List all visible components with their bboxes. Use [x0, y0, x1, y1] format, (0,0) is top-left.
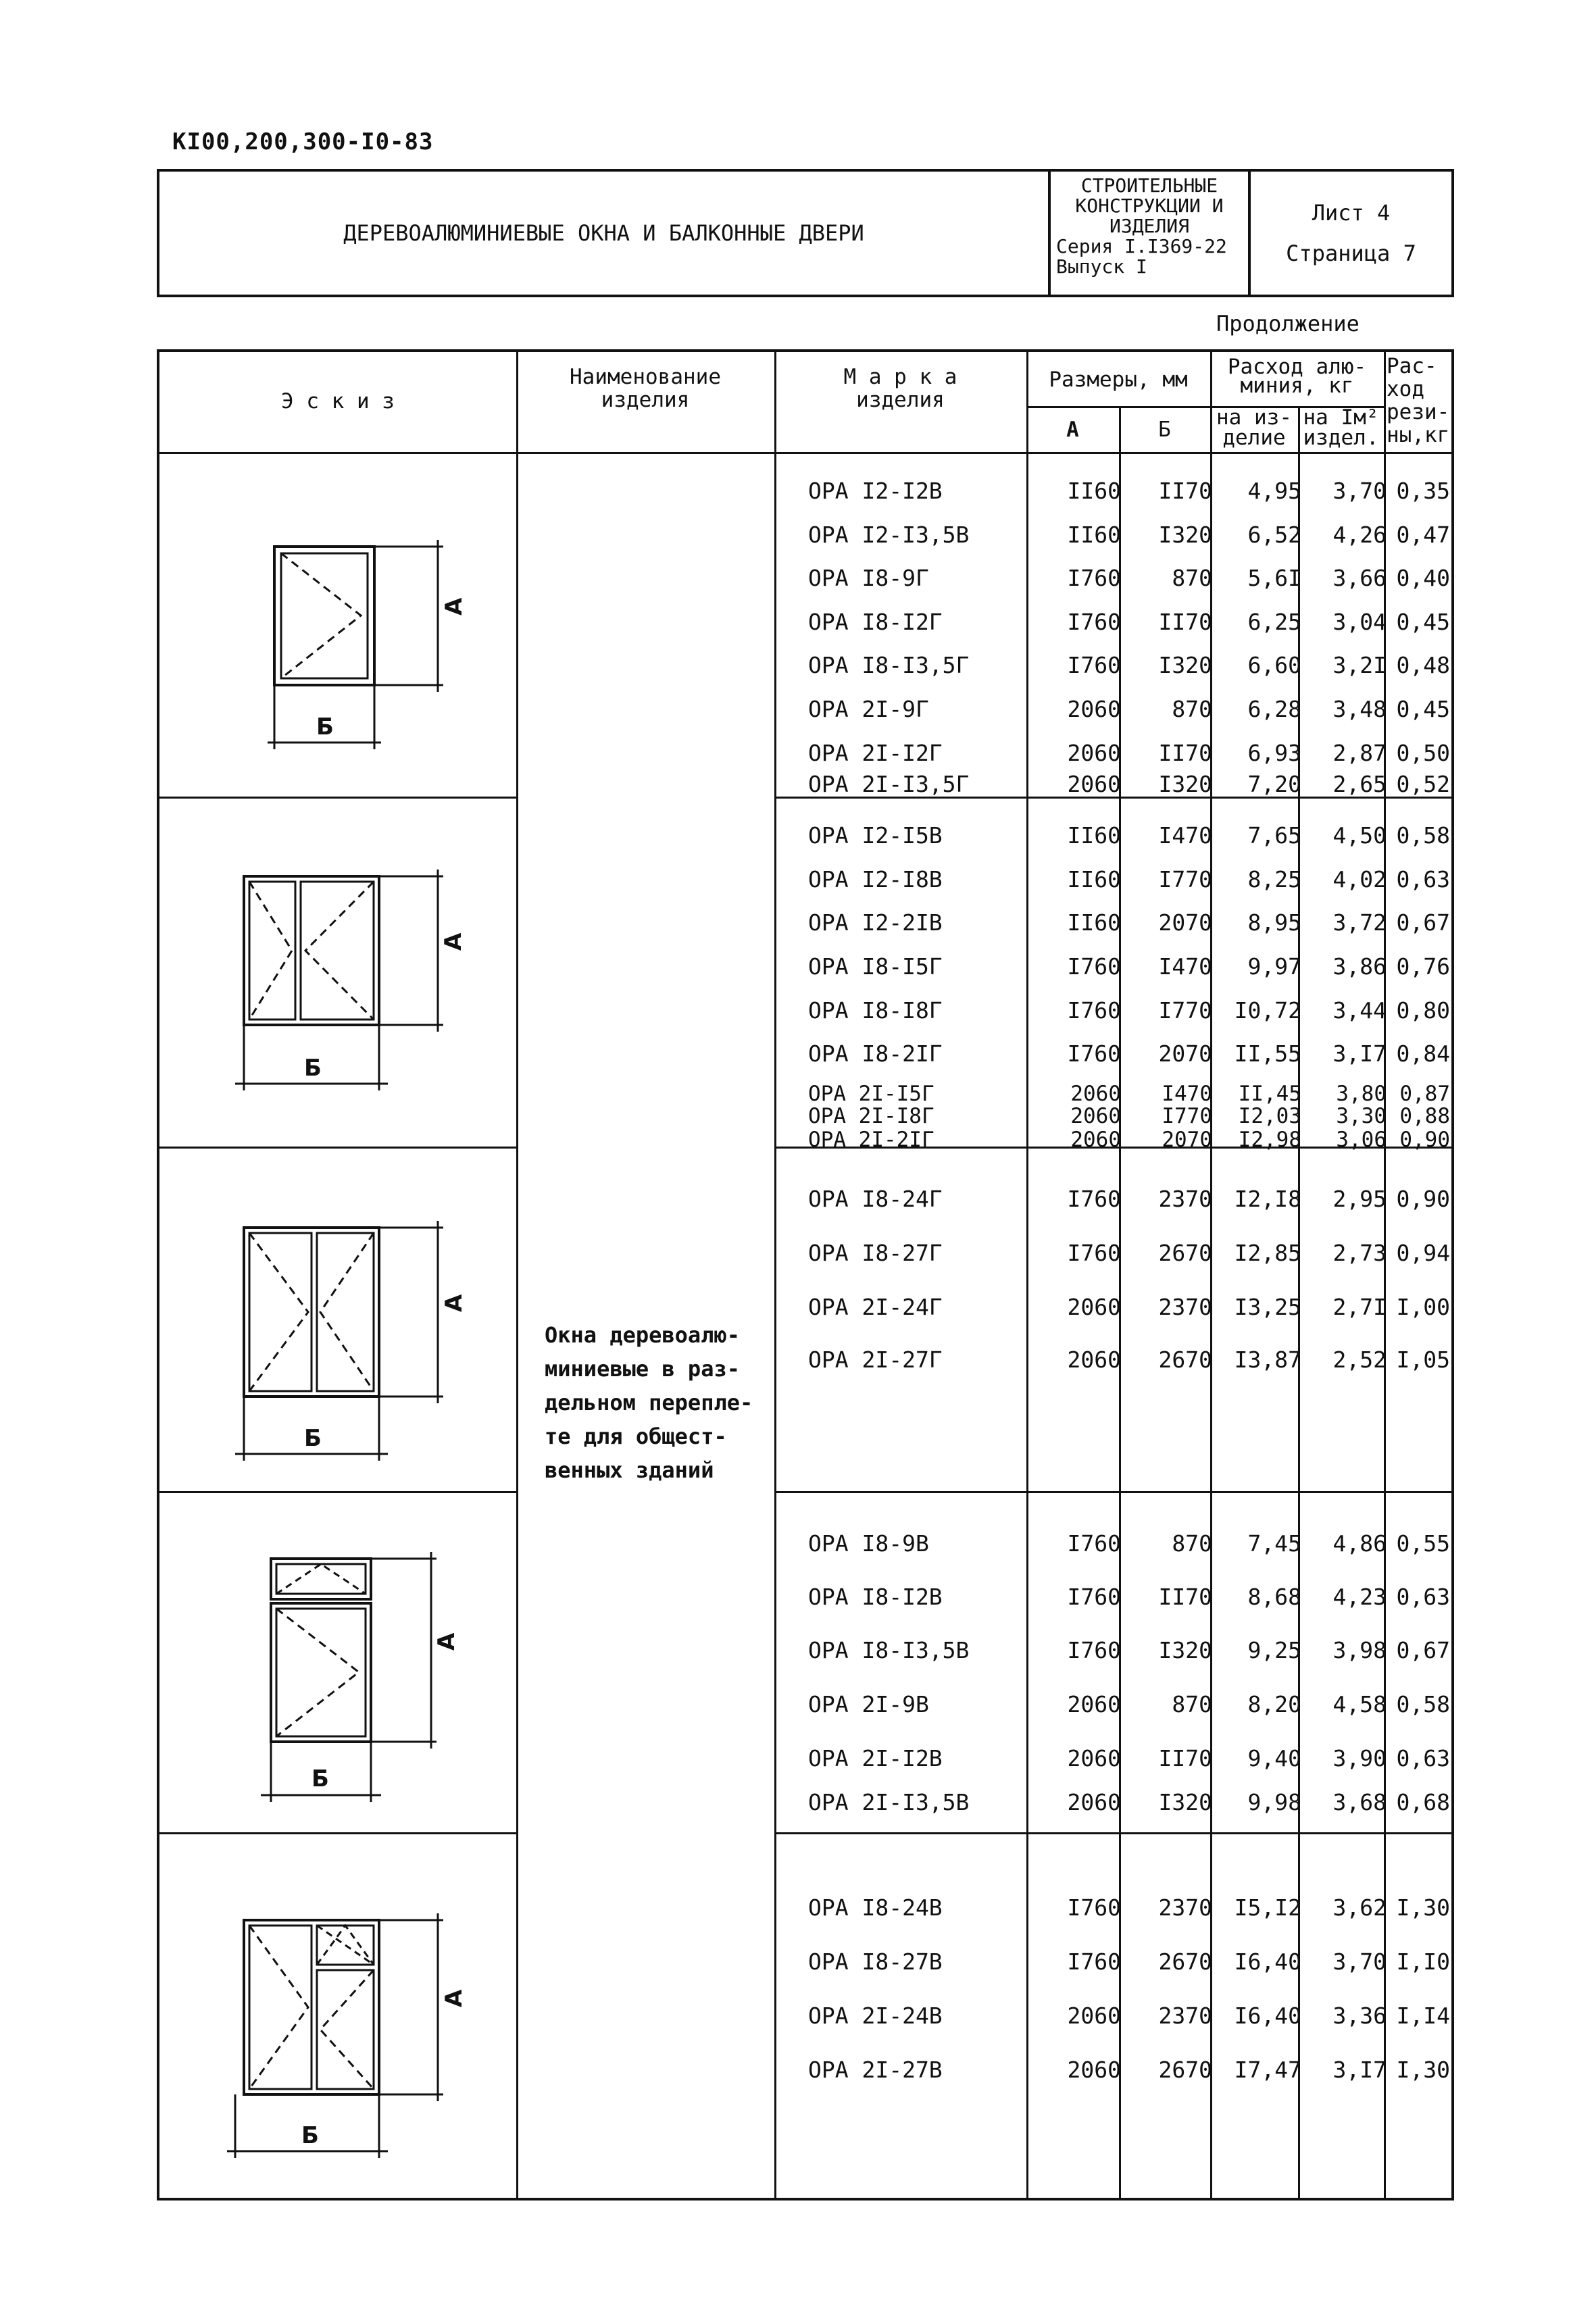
table-cell: 0,45 [1396, 696, 1450, 722]
table-cell: 2,73 [1332, 1240, 1387, 1266]
product-mark: ОРА I2-I5В [808, 822, 943, 849]
table-cell: 5,6I [1247, 565, 1301, 591]
sheet-number: Лист 4 [1312, 200, 1391, 226]
dimension-a-label: А [441, 597, 468, 615]
table-cell: I,I4 [1396, 2003, 1450, 2029]
table-cell: 6,93 [1247, 740, 1301, 766]
table-cell: 3,66 [1332, 565, 1387, 591]
svg-text:А: А [440, 932, 467, 951]
table-cell: 4,02 [1332, 866, 1387, 892]
col-sizes: Размеры, мм [1049, 368, 1188, 392]
title-block [157, 169, 1454, 297]
table-cell: 7,65 [1247, 822, 1301, 849]
table-cell: II70 [1158, 740, 1212, 766]
table-cell: 3,2I [1332, 652, 1387, 678]
table-cell: I320 [1158, 1789, 1212, 1815]
table-cell: 2670 [1158, 1347, 1212, 1373]
product-mark: ОРА I2-2IВ [808, 909, 943, 936]
table-cell: II60 [1067, 522, 1121, 548]
product-mark: ОРА I8-I5Г [808, 953, 943, 980]
table-cell: 2060 [1070, 1104, 1121, 1128]
table-cell: 4,58 [1332, 1691, 1387, 1717]
table-cell: I320 [1158, 771, 1212, 797]
table-cell: 0,90 [1399, 1128, 1450, 1152]
table-cell: 2,87 [1332, 740, 1387, 766]
product-mark: ОРА I8-I8Г [808, 997, 943, 1024]
table-cell: 2060 [1067, 1691, 1121, 1717]
table-cell: I6,40 [1234, 1948, 1301, 1975]
table-cell: I6,40 [1234, 2003, 1301, 2029]
table-cell: I760 [1067, 1948, 1121, 1975]
table-cell: 3,70 [1332, 478, 1387, 504]
table-cell: 0,68 [1396, 1789, 1450, 1815]
table-cell: 4,95 [1247, 478, 1301, 504]
table-cell: 0,35 [1396, 478, 1450, 504]
table-cell: I760 [1067, 609, 1121, 635]
table-cell: 0,63 [1396, 1584, 1450, 1610]
product-mark: ОРА I8-I3,5Г [808, 652, 970, 678]
col-name: Наименование изделия [570, 365, 721, 412]
table-cell: II60 [1067, 822, 1121, 849]
table-cell: I,00 [1396, 1294, 1450, 1320]
col-sketch: Э с к и з [281, 389, 395, 413]
table-cell: 2,65 [1332, 771, 1387, 797]
document-code: КI00,200,300-I0-83 [172, 128, 434, 155]
table-cell: 2,52 [1332, 1347, 1387, 1373]
table-cell: 3,36 [1332, 2003, 1387, 2029]
series-info [1048, 172, 1251, 295]
table-cell: II70 [1158, 1745, 1212, 1771]
table-cell: I,I0 [1396, 1948, 1450, 1975]
table-cell: 2060 [1070, 1082, 1121, 1106]
table-cell: I760 [1067, 565, 1121, 591]
table-cell: 0,88 [1399, 1104, 1450, 1128]
table-cell: 6,60 [1247, 652, 1301, 678]
table-cell: 0,50 [1396, 740, 1450, 766]
table-cell: 0,55 [1396, 1530, 1450, 1557]
svg-text:Б: Б [311, 1765, 329, 1792]
svg-text:А: А [441, 1294, 468, 1312]
table-cell: 3,70 [1332, 1948, 1387, 1975]
table-cell: 8,25 [1247, 866, 1301, 892]
table-cell: 2370 [1158, 1186, 1212, 1212]
specification-table [157, 349, 1454, 2200]
table-cell: 0,52 [1396, 771, 1450, 797]
table-cell: 0,76 [1396, 953, 1450, 980]
table-cell: 2060 [1067, 1294, 1121, 1320]
table-cell: I7,47 [1234, 2057, 1301, 2083]
table-cell: I320 [1158, 1637, 1212, 1663]
table-cell: 3,72 [1332, 909, 1387, 936]
table-cell: 3,06 [1336, 1128, 1387, 1152]
table-cell: 6,28 [1247, 696, 1301, 722]
svg-text:Б: Б [304, 1425, 322, 1452]
table-cell: 0,67 [1396, 1637, 1450, 1663]
table-cell: 2370 [1158, 1294, 1212, 1320]
table-cell: I,30 [1396, 1894, 1450, 1921]
table-cell: 0,58 [1396, 1691, 1450, 1717]
table-cell: 4,50 [1332, 822, 1387, 849]
table-cell: 2370 [1158, 1894, 1212, 1921]
table-cell: 870 [1172, 1530, 1212, 1557]
table-cell: 2070 [1158, 909, 1212, 936]
table-cell: I3,87 [1234, 1347, 1301, 1373]
table-cell: I470 [1162, 1082, 1212, 1106]
product-mark: ОРА I8-27В [808, 1948, 943, 1975]
series-line: Выпуск I [1056, 255, 1147, 278]
table-cell: 2060 [1067, 771, 1121, 797]
table-cell: I,30 [1396, 2057, 1450, 2083]
product-mark: ОРА 2I-I5Г [808, 1082, 934, 1106]
table-cell: 3,90 [1332, 1745, 1387, 1771]
sketch-double-casement [159, 797, 516, 1147]
table-cell: I760 [1067, 1584, 1121, 1610]
table-cell: I3,25 [1234, 1294, 1301, 1320]
table-cell: 8,95 [1247, 909, 1301, 936]
table-cell: 2670 [1158, 1948, 1212, 1975]
col-mark: М а р к а изделия [843, 365, 957, 412]
table-cell: 870 [1172, 1691, 1212, 1717]
table-cell: 0,58 [1396, 822, 1450, 849]
table-cell: I320 [1158, 522, 1212, 548]
product-mark: ОРА I8-9Г [808, 565, 929, 591]
col-alu-m2: на Iм² издел. [1303, 405, 1379, 450]
table-cell: 6,25 [1247, 609, 1301, 635]
table-cell: I2,85 [1234, 1240, 1301, 1266]
table-cell: 2060 [1067, 740, 1121, 766]
table-cell: 0,47 [1396, 522, 1450, 548]
table-cell: 3,62 [1332, 1894, 1387, 1921]
series-line: КОНСТРУКЦИИ И [1075, 195, 1224, 217]
table-cell: 9,40 [1247, 1745, 1301, 1771]
table-cell: 2,7I [1332, 1294, 1387, 1320]
table-cell: 2070 [1158, 1040, 1212, 1067]
table-cell: I760 [1067, 1240, 1121, 1266]
table-cell: 2060 [1067, 696, 1121, 722]
svg-text:Б: Б [304, 1055, 322, 1082]
table-cell: 3,86 [1332, 953, 1387, 980]
table-cell: 2060 [1067, 2003, 1121, 2029]
dimension-b-label: Б [316, 713, 334, 740]
table-cell: I760 [1067, 1040, 1121, 1067]
product-mark: ОРА I8-I2Г [808, 609, 943, 635]
series-line: Серия I.I369-22 [1056, 235, 1227, 257]
table-cell: 0,80 [1396, 997, 1450, 1024]
table-cell: 2060 [1067, 1347, 1121, 1373]
table-cell: I2,03 [1238, 1104, 1301, 1128]
table-cell: 0,63 [1396, 1745, 1450, 1771]
product-mark: ОРА I8-24В [808, 1894, 943, 1921]
table-cell: I760 [1067, 1530, 1121, 1557]
table-cell: I760 [1067, 1186, 1121, 1212]
product-mark: ОРА 2I-I2В [808, 1745, 943, 1771]
table-cell: I320 [1158, 652, 1212, 678]
product-mark: ОРА 2I-I2Г [808, 740, 943, 766]
table-cell: I470 [1158, 822, 1212, 849]
table-cell: I,05 [1396, 1347, 1450, 1373]
table-cell: 6,52 [1247, 522, 1301, 548]
table-cell: II,55 [1234, 1040, 1301, 1067]
table-cell: 0,90 [1396, 1186, 1450, 1212]
table-cell: 3,I7 [1332, 1040, 1387, 1067]
table-cell: I5,I2 [1234, 1894, 1301, 1921]
table-cell: II70 [1158, 1584, 1212, 1610]
sketch-casement-with-transom [159, 1491, 516, 1832]
table-cell: I760 [1067, 1637, 1121, 1663]
table-cell: 0,87 [1399, 1082, 1450, 1106]
col-rubber: Рас- ход рези- ны,кг [1387, 354, 1450, 447]
product-mark: ОРА I8-27Г [808, 1240, 943, 1266]
page-number: Страница 7 [1286, 241, 1416, 266]
svg-text:Б: Б [301, 2122, 319, 2149]
table-cell: 0,40 [1396, 565, 1450, 591]
product-mark: ОРА I8-2IГ [808, 1040, 943, 1067]
table-cell: I2,I8 [1234, 1186, 1301, 1212]
product-mark: ОРА I8-I2В [808, 1584, 943, 1610]
table-cell: 3,48 [1332, 696, 1387, 722]
product-mark: ОРА I8-9В [808, 1530, 929, 1557]
table-cell: 2060 [1070, 1128, 1121, 1152]
product-mark: ОРА 2I-I3,5В [808, 1789, 970, 1815]
table-cell: 2060 [1067, 2057, 1121, 2083]
table-cell: II60 [1067, 866, 1121, 892]
table-cell: I770 [1162, 1104, 1212, 1128]
table-cell: II70 [1158, 609, 1212, 635]
table-cell: I2,98 [1238, 1128, 1301, 1152]
svg-text:А: А [441, 1989, 468, 2007]
table-cell: 3,I7 [1332, 2057, 1387, 2083]
product-mark: ОРА I8-I3,5В [808, 1637, 970, 1663]
table-cell: 3,80 [1336, 1082, 1387, 1106]
table-cell: I0,72 [1234, 997, 1301, 1024]
table-cell: II70 [1158, 478, 1212, 504]
product-mark: ОРА 2I-9Г [808, 696, 929, 722]
table-cell: 2,95 [1332, 1186, 1387, 1212]
product-mark: ОРА 2I-I8Г [808, 1104, 934, 1128]
table-cell: 8,68 [1247, 1584, 1301, 1610]
table-cell: 3,98 [1332, 1637, 1387, 1663]
table-cell: 870 [1172, 696, 1212, 722]
col-alu: Расход алю- миния, кг [1227, 355, 1367, 398]
table-cell: II,45 [1238, 1082, 1301, 1106]
table-cell: 2060 [1067, 1745, 1121, 1771]
product-name: Окна деревоалю- миниевые в раз- дельном перепле- те для общест- венных зданий [545, 1322, 753, 1483]
product-mark: ОРА 2I-9В [808, 1691, 929, 1717]
series-line: СТРОИТЕЛЬНЫЕ [1080, 174, 1218, 197]
table-cell: 9,98 [1247, 1789, 1301, 1815]
table-cell: 2070 [1162, 1128, 1212, 1152]
product-mark: ОРА 2I-27В [808, 2057, 943, 2083]
product-mark: ОРА I2-I3,5В [808, 522, 970, 548]
table-cell: 3,04 [1332, 609, 1387, 635]
table-cell: I760 [1067, 953, 1121, 980]
table-cell: 870 [1172, 565, 1212, 591]
product-mark: ОРА 2I-24В [808, 2003, 943, 2029]
table-cell: 9,25 [1247, 1637, 1301, 1663]
table-cell: 0,48 [1396, 652, 1450, 678]
table-cell: 3,30 [1336, 1104, 1387, 1128]
product-mark: ОРА I8-24Г [808, 1186, 943, 1212]
table-cell: 0,67 [1396, 909, 1450, 936]
sheet-info [1251, 172, 1451, 295]
product-mark: ОРА I2-I8В [808, 866, 943, 892]
table-cell: 3,68 [1332, 1789, 1387, 1815]
table-cell: 4,86 [1332, 1530, 1387, 1557]
col-alu-item: на из- делие [1216, 405, 1292, 450]
product-mark: ОРА 2I-27Г [808, 1347, 943, 1373]
table-cell: I760 [1067, 652, 1121, 678]
table-cell: 9,97 [1247, 953, 1301, 980]
document-title: ДЕРЕВОАЛЮМИНИЕВЫЕ ОКНА И БАЛКОННЫЕ ДВЕРИ [343, 220, 864, 246]
series-line: ИЗДЕЛИЯ [1109, 215, 1189, 237]
col-size-a: А [1066, 418, 1079, 442]
table-cell: 0,63 [1396, 866, 1450, 892]
table-cell: 4,26 [1332, 522, 1387, 548]
table-cell: 4,23 [1332, 1584, 1387, 1610]
table-cell: 0,94 [1396, 1240, 1450, 1266]
table-cell: 7,45 [1247, 1530, 1301, 1557]
sketch-double-casement-wide [159, 1147, 516, 1491]
svg-text:А: А [433, 1632, 460, 1651]
table-cell: I470 [1158, 953, 1212, 980]
table-cell: 2060 [1067, 1789, 1121, 1815]
table-cell: I760 [1067, 1894, 1121, 1921]
table-cell: 0,84 [1396, 1040, 1450, 1067]
table-cell: 2370 [1158, 2003, 1212, 2029]
table-cell: II60 [1067, 909, 1121, 936]
table-cell: 7,20 [1247, 771, 1301, 797]
continuation-label: Продолжение [1216, 311, 1360, 336]
table-cell: 8,20 [1247, 1691, 1301, 1717]
col-size-b: Б [1158, 418, 1171, 442]
table-cell: 0,45 [1396, 609, 1450, 635]
table-cell: II60 [1067, 478, 1121, 504]
sketch-single-casement [159, 452, 516, 797]
table-cell: 2670 [1158, 1240, 1212, 1266]
product-mark: ОРА I2-I2В [808, 478, 943, 504]
sketch-double-casement-with-transom [159, 1832, 516, 2203]
product-mark: ОРА 2I-2IГ [808, 1128, 934, 1152]
table-cell: 3,44 [1332, 997, 1387, 1024]
table-cell: 2670 [1158, 2057, 1212, 2083]
table-cell: I770 [1158, 866, 1212, 892]
table-cell: I760 [1067, 997, 1121, 1024]
product-mark: ОРА 2I-24Г [808, 1294, 943, 1320]
product-mark: ОРА 2I-I3,5Г [808, 771, 970, 797]
table-cell: I770 [1158, 997, 1212, 1024]
